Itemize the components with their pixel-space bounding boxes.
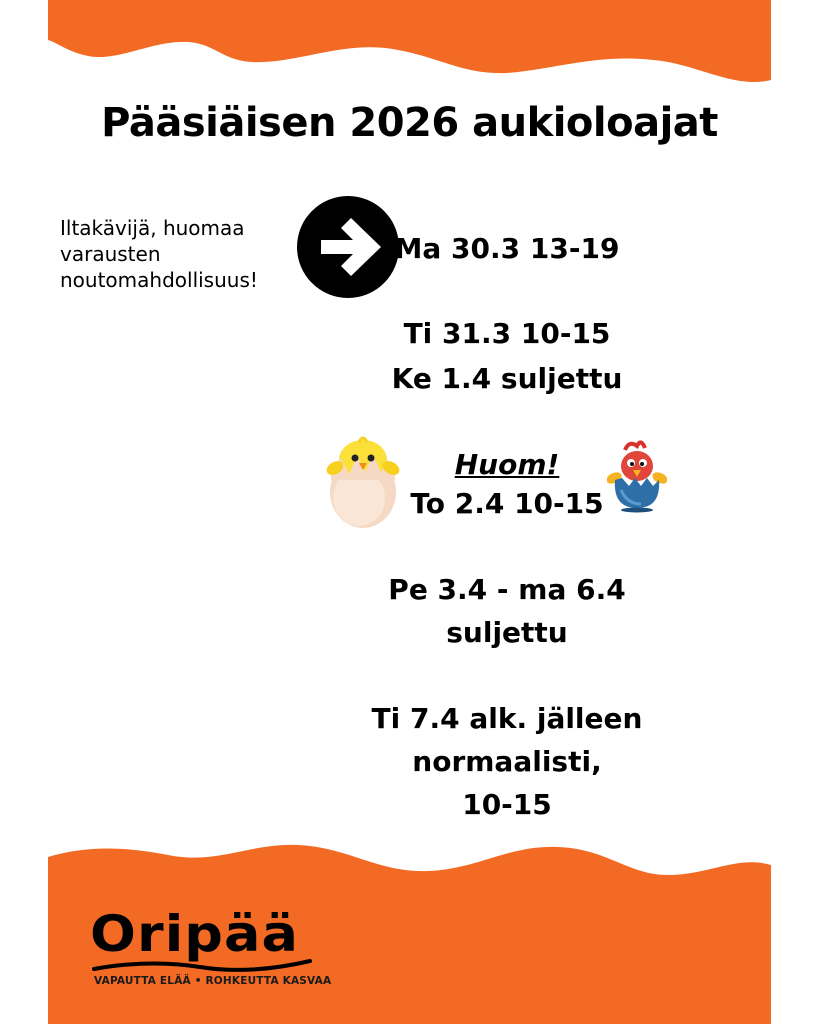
schedule-closed: suljettu <box>446 616 568 649</box>
evening-visitor-note: Iltakävijä, huomaa varausten noutomahdollisuus! <box>60 216 258 292</box>
schedule-tuesday: Ti 31.3 10-15 <box>403 317 611 350</box>
schedule-normal: normaalisti, <box>412 745 602 778</box>
logo-slogan: VAPAUTTA ELÄÄ • ROHKEUTTA KASVAA <box>94 975 332 987</box>
schedule-normal-hours: 10-15 <box>462 788 552 821</box>
page-title: Pääsiäisen 2026 aukioloajat <box>101 100 718 146</box>
oripaa-logo <box>90 905 332 993</box>
schedule-wednesday: Ke 1.4 suljettu <box>391 362 623 395</box>
hatching-red-bird-icon <box>607 440 667 515</box>
schedule-monday: Ma 30.3 13-19 <box>394 232 620 265</box>
top-wave-decoration <box>48 0 771 95</box>
schedule-thursday: To 2.4 10-15 <box>410 487 604 520</box>
logo-swoosh-icon <box>90 957 315 975</box>
logo-wordmark: Oripää <box>90 905 300 963</box>
schedule-from-tuesday: Ti 7.4 alk. jälleen <box>371 702 643 735</box>
hatching-yellow-chick-icon <box>323 430 403 530</box>
notice-label: Huom! <box>454 448 560 481</box>
schedule-friday-monday: Pe 3.4 - ma 6.4 <box>388 573 626 606</box>
